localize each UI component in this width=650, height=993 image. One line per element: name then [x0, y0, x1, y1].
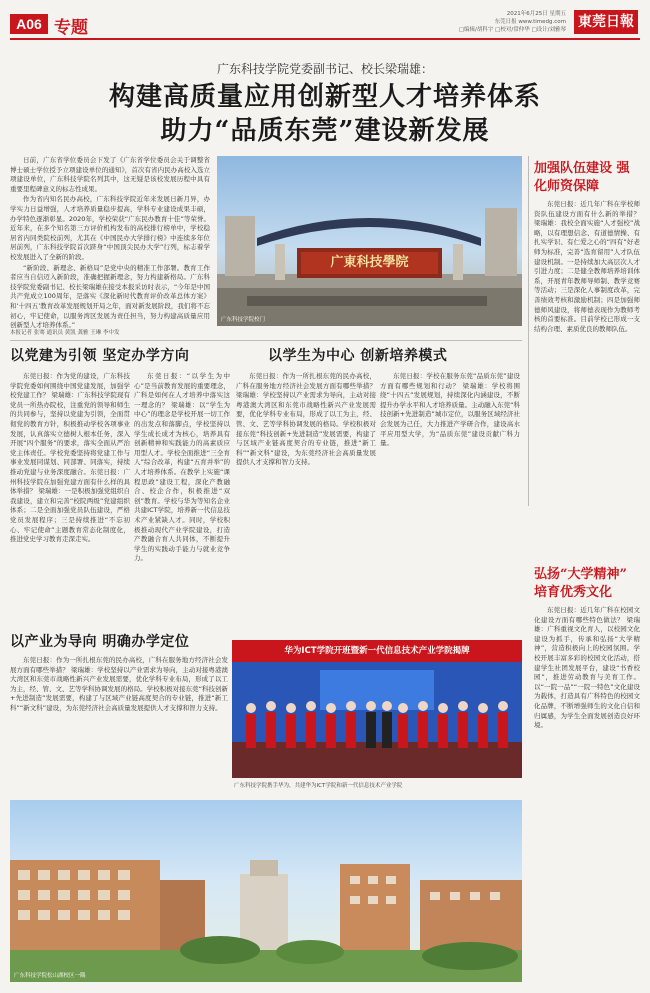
lead-paragraph: 作为省内知名民办高校，广东科技学院近年来发展日新月异，办学实力日益增强，人才培养质量稳步提高，学科专业建设成果丰硕，办学特色逐渐彰显。2020年，学校荣获“广东民办教育十佳”等荣誉。近年来，在多个知名第三方评价机构发布的高校排行榜单中，学校稳居省内同类院校前列，尤其在《中国民办大学排行榜》中连续多年位居前列，广东科技学院首次跻身“中国顶尖民办大学”行列，标志着学校发展进入了全新的阶段。	[10, 195, 210, 261]
lead-text	[10, 156, 210, 330]
column-a-paragraph: 东莞日报：作为党的建设，广东科技学院党委如何围绕中国党建发展，加强学校党建工作？ 梁瑞雄：广东科技学院现有党员一所热办院校，注重党的领导和师生的共同参与，坚持以党建为引领，全面贯彻党的教育方针，积极推动学校各项事业发展，认真落实立德树人根本任务，深入开展“四个服务”的要求，落实全面从严治党主体责任。学校党委坚持将党建工作与事业发展同谋划、同部署、同落实，持续推动党建与业务深度融合。东莞日报：广州科技学院在加强党建方面有什么样的具体举措？ 梁瑞雄：一是积极加强党组织自我建设，建立和完善“校院两级”党建组织体系；二是全面加强党员队伍建设，严格党员发展程序；三是持续推进“不忘初心、牢记使命”主题教育常态化制度化，推进党史学习教育走深走实。	[10, 372, 130, 544]
column-e-paragraph: 东莞日报：作为一所扎根东莞的民办高校，广科在服务地方经济社会发展方面有哪些举措？ 梁瑞雄：学校坚持以产业需求为导向，主动对接粤港澳大湾区和东莞市战略性新兴产业发展需要，优化学科专业布局，形成了以工为主，经、管、文、艺等学科协调发展的格局。学校积极对接东莞“科技创新+先进制造”发展需要，构建了与区域产业链高度契合的专业链，推进“新工科”“新文科”建设，为东莞经济社会高质量发展提供人才支撑和智力支持。	[10, 656, 228, 712]
column-b-paragraph: 东莞日报：“以学生为中心”是当前教育发展的重要理念，广科是如何在人才培养中落实这一理念的？ 梁瑞雄：以“学生为中心”的理念是学校开展一切工作的出发点和落脚点，学校坚持以学生成长成才为核心，培养具有创新精神和实践能力的高素质应用型人才。学校全面推进“三全育人”综合改革，构建“五育并举”的人才培养体系。在教学上实施“课程思政”建设工程，深化产教融合、校企合作，积极推进“双创”教育。学校与华为等知名企业共建ICT学院，培养新一代信息技术产业紧缺人才。同时，学校积极推动现代产业学院建设，打造产教融合育人共同体，不断提升学生的实践动手能力与就业竞争力。	[134, 372, 230, 563]
ict-banner: 华为ICT学院开班暨新一代信息技术产业学院揭牌	[232, 640, 522, 662]
section-tag: A06	[10, 14, 48, 34]
sidebar-a-paragraph: 东莞日报：近几年广科在学校师资队伍建设方面有什么新的举措？ 梁瑞雄：我校全面实施“人才强校”战略，以有理想信念、有道德情操、有扎实学识、有仁爱之心的“四有”好老师为标准，完善“选育留用”人才队伍建设机制。一是持续加大高层次人才引进力度；二是健全教师培养培训体系，开展青年教师导师制、教学竞赛等活动；三是深化人事制度改革，完善绩效考核和激励机制；四是加强师德师风建设，将师德表现作为教师考核的首要标准。目前学校已形成一支结构合理、素质优良的教师队伍。	[534, 200, 640, 333]
campus-panorama-photo	[10, 800, 522, 982]
gate-sign: 广東科技學院	[330, 255, 409, 270]
campus-gate-photo	[217, 156, 522, 326]
lead-paragraph: 日前，广东省学位委员会下发了《广东省学位委员会关于调整省博士硕士学位授予立项建设单位的通知》，首次有省内民办高校入选立项建设单位，广东科技学院名列其中，这无疑是该校发展历程中具有重要里程碑意义的标志性成果。	[10, 156, 210, 193]
column-c-paragraph: 东莞日报：作为一所扎根东莞的民办高校，广科在服务地方经济社会发展方面有哪些举措？ 梁瑞雄：学校坚持以产业需求为导向，主动对接粤港澳大湾区和东莞市战略性新兴产业发展需要，优化学科专业布局，形成了以工为主，经、管、文、艺等学科协调发展的格局。学校积极对接东莞“科技创新+先进制造”发展需要，构建了与区域产业链高度契合的专业链，推进“新工科”“新文科”建设，为东莞经济社会高质量发展提供人才支撑和智力支持。	[236, 372, 376, 467]
sidebar-b-text	[534, 606, 640, 976]
subhead-student-centered: 以学生为中心 创新培养模式	[268, 348, 448, 364]
sidebar-b-paragraph: 东莞日报：近几年广科在校园文化建设方面有哪些特色做法？ 梁瑞雄：广科重视文化育人，以校园文化建设为抓手，传承和弘扬“大学精神”，营造积极向上的校园氛围。学校开展丰富多彩的校园文化活动，搭建学生社团发展平台，建设“书香校园”，推进劳动教育与美育工作。以“一院一品”“一院一特色”文化建设为载体，打造具有广科特色的校园文化品牌，不断增强师生的文化自信和归属感，为学生全面发展创造良好环境。	[534, 606, 640, 730]
subhead-party-building: 以党建为引领 坚定办学方向	[10, 348, 190, 364]
column-e-text	[10, 656, 228, 794]
column-b-text	[134, 372, 230, 626]
sidebar-divider	[528, 156, 529, 506]
editor-line: 东莞日报 www.timedg.com	[494, 19, 566, 25]
column-d-text	[380, 372, 520, 632]
sidebar-a-heading: 加强队伍建设 强化师资保障	[534, 161, 630, 194]
subhead-industry-oriented: 以产业为导向 明确办学定位	[10, 634, 190, 650]
byline: 本报记者 张骞 通讯员 黄凯 龚雅 王琳 李中发	[10, 330, 120, 336]
headline-line-2: 助力“品质东莞”建设新发展	[160, 116, 490, 146]
campus-photo-caption: 广东科技学院松山湖校区一隅	[14, 973, 86, 979]
column-c-text	[236, 372, 376, 632]
campus-illustration	[10, 800, 522, 982]
gate-photo-caption: 广东科技学院校门	[221, 317, 266, 323]
staff-line: □编辑/胡科宇 □校对/常仲华 □设计/刘雅琴	[458, 27, 566, 33]
article-kicker: 广东科技学院党委副书记、校长梁瑞雄：	[216, 62, 433, 76]
header-rule	[10, 38, 640, 40]
headline-line-1: 构建高质量应用创新型人才培养体系	[108, 82, 541, 112]
sidebar-a-text	[534, 200, 640, 554]
lead-paragraph: “新阶段、新理念、新格局”是党中央的精准工作部署。教育工作者应当自信迈入新阶段，准确把握新理念，努力构建新格局。广东科技学院党委副书记、校长梁瑞雄在接受本报采访时表示，“今年是中国共产党成立100周年，是落实《深化新时代教育评价改革总体方案》和‘十四五’教育改革发展规划开局之年，面对新发展阶段，我们将不忘初心，牢记使命，以服务湾区发展为责任担当，努力构建高质量应用创新型人才培养体系。”	[10, 263, 210, 330]
section-rule	[10, 340, 522, 341]
column-d-paragraph: 东莞日报：学校在服务东莞“品质东莞”建设方面有哪些规划和行动？ 梁瑞雄：学校将围绕“十四五”发展规划，持续深化内涵建设，不断提升办学水平和人才培养质量。主动融入东莞“科技创新+先进制造”城市定位，以服务区域经济社会发展为己任，大力推进产学研合作，建设高水平应用型大学，为“品质东莞”建设贡献广科力量。	[380, 372, 520, 448]
ceremony-illustration	[232, 662, 522, 790]
sidebar-b-heading: 弘扬“大学精神” 培育优秀文化	[534, 567, 627, 600]
ict-photo-caption: 广东科技学院携手华为，共建华为ICT学院和新一代信息技术产业学院	[234, 783, 403, 789]
section-name: 专题	[54, 18, 88, 38]
column-a-text	[10, 372, 130, 626]
masthead-logo: 東莞日報	[574, 10, 638, 34]
gate-illustration	[217, 156, 522, 326]
ict-ceremony-photo	[232, 640, 522, 790]
date-line: 2021年6月25日 星期五	[506, 11, 566, 17]
